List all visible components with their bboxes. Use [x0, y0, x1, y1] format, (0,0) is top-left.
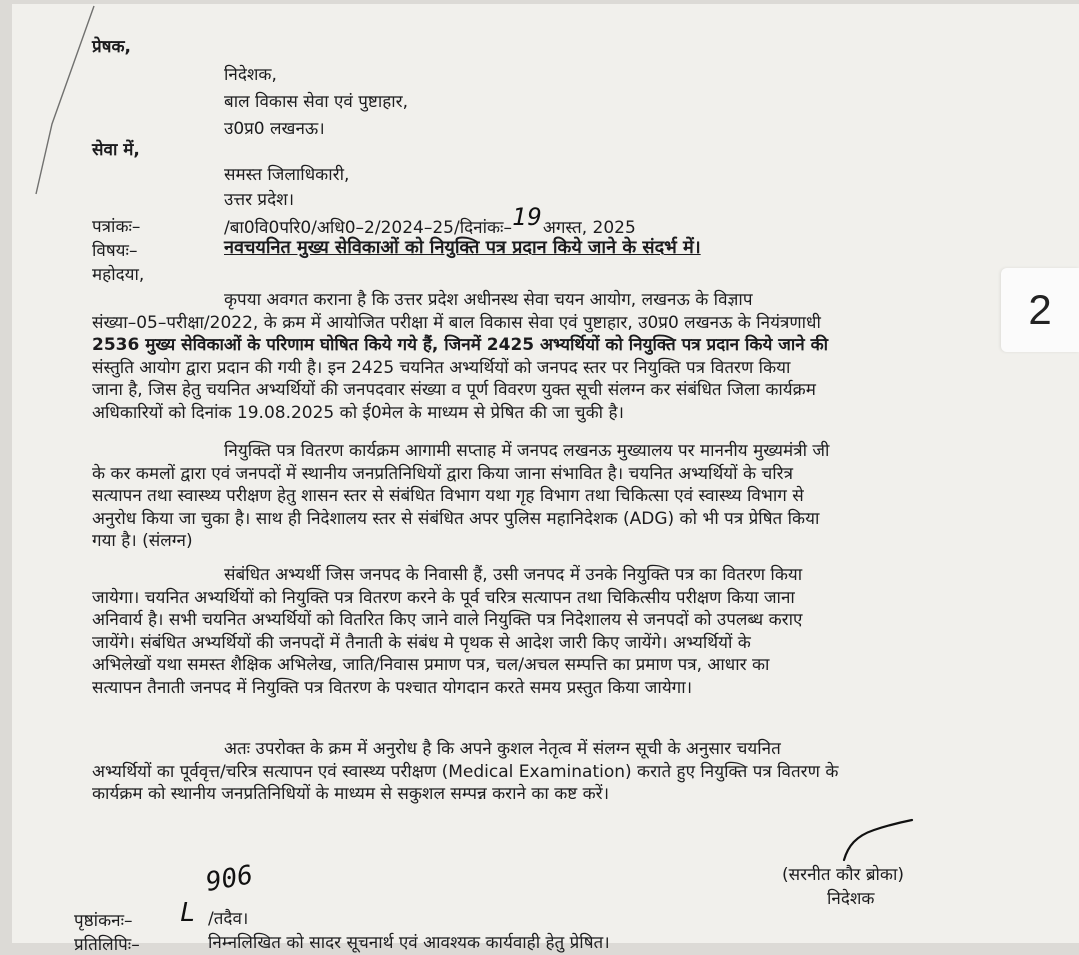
p4-line: अभ्यर्थियों का पूर्ववृत्त/चरित्र सत्यापन एवं स्वास्थ्य परीक्षण (Medical Examination) कराते हुए नियुक्ति पत्र वितरण के: [92, 761, 839, 782]
reference-text: /बा0वि0परि0/अधि0–2/2024–25/दिनांकः–: [224, 218, 512, 238]
p3-line: सत्यापन तैनाती जनपद में नियुक्ति पत्र वितरण के पश्चात योगदान करते समय प्रस्तुत किया जायेगा।: [92, 677, 693, 698]
p1-line: संस्तुति आयोग द्वारा प्रदान की गयी है। इन 2425 चयनित अभ्यर्थियों को जनपद स्तर पर नियुक्ति पत्र वितरण किया: [92, 357, 791, 378]
salutation: महोदया,: [92, 265, 145, 285]
p2-line: सत्यापन तथा स्वास्थ्य परीक्षण हेतु शासन स्तर से संबंधित विभाग यथा गृह विभाग तथा चिकित्सा एवं स्वास्थ्य विभाग से: [92, 486, 804, 507]
p1-line: संख्या–05–परीक्षा/2022, के क्रम में आयोजित परीक्षा में बाल विकास सेवा एवं पुष्टाहार, उ0प्र0 लखनऊ के नियंत्रणाधी: [92, 312, 821, 333]
sender-line-2: बाल विकास सेवा एवं पुष्टाहार,: [224, 92, 409, 112]
p3-line: अभिलेखों यथा समस्त शैक्षिक अभिलेख, जाति/निवास प्रमाण पत्र, चल/अचल सम्पत्ति का प्रमाण पत्र, आधार का: [92, 655, 770, 676]
p2-line: के कर कमलों द्वारा एवं जनपदों में स्थानीय जनप्रतिनिधियों द्वारा किया जाना संभावित है। चयनित अभ्यर्थियों के चरित्र: [92, 463, 793, 484]
recipient-line-2: उत्तर प्रदेश।: [224, 190, 295, 210]
endorsement-label: पृष्ठांकनः–: [74, 911, 133, 931]
p2-line: नियुक्ति पत्र वितरण कार्यक्रम आगामी सप्ताह में जनपद लखनऊ मुख्यालय पर माननीय मुख्यमंत्री जी: [224, 441, 830, 461]
sender-line-1: निदेशक,: [224, 65, 277, 85]
p3-line: जायेगा। चयनित अभ्यर्थियों को नियुक्ति पत्र वितरण करने के पूर्व चरित्र सत्यापन तथा चिकित्सीय परीक्षण किया जाना: [92, 587, 795, 608]
recipient-line-1: समस्त जिलाधिकारी,: [224, 165, 350, 185]
endorsement-text: /तदैव।: [208, 909, 249, 929]
p2-line: अनुरोध किया जा चुका है। साथ ही निदेशालय स्तर से संबंधित अपर पुलिस महानिदेशक (ADG) को भी पत्र प्रेषित किया: [92, 508, 820, 529]
paragraph-1: [92, 289, 992, 425]
p2-line: गया है। (संलग्न): [92, 531, 193, 552]
paragraph-3: [92, 564, 992, 700]
reference-label: पत्रांकः–: [92, 217, 141, 237]
paragraph-4: [92, 738, 992, 806]
letter-page: [12, 4, 1079, 955]
signatory-designation: निदेशक: [827, 889, 875, 909]
p3-line: अनिवार्य है। सभी चयनित अभ्यर्थियों को वितरित किए जाने वाले नियुक्ति पत्र निदेशालय से जनपदों को उपलब्ध कराए: [92, 610, 803, 631]
p4-line: अतः उपरोक्त के क्रम में अनुरोध है कि अपने कुशल नेतृत्व में संलग्न सूची के अनुसार चयनित: [224, 739, 781, 759]
page-number-badge: 2: [1001, 268, 1079, 352]
p1-line: कृपया अवगत कराना है कि उत्तर प्रदेश अधीनस्थ सेवा चयन आयोग, लखनऊ के विज्ञाप: [224, 290, 753, 310]
p4-line: कार्यक्रम को स्थानीय जनप्रतिनिधियों के माध्यम से सकुशल सम्पन्न कराने का कष्ट करें।: [92, 784, 610, 805]
handwritten-prefix: L: [180, 898, 196, 928]
signatory-name: (सरनीत कौर ब्रोका): [782, 865, 905, 885]
p1-line: अधिकारियों को दिनांक 19.08.2025 को ई0मेल के माध्यम से प्रेषित की जा चुकी है।: [92, 402, 624, 423]
handwritten-day: 19: [511, 203, 543, 231]
sender-label: प्रेषक,: [92, 37, 132, 57]
p1-line: 2536 मुख्य सेविकाओं के परिणाम घोषित किये गये हैं, जिनमें 2425 अभ्यर्थियों को नियुक्ति पत्र प्रदान किये जाने की: [92, 335, 829, 356]
recipient-label: सेवा में,: [92, 140, 140, 160]
signature-mark: [838, 816, 918, 866]
p1-line: जाना है, जिस हेतु चयनित अभ्यर्थियों की जनपदवार संख्या व पूर्ण विवरण युक्त सूची संलग्न कर संबंधित जिला कार्यक्रम: [92, 380, 816, 401]
reference-date: अगस्त, 2025: [542, 218, 636, 238]
subject-label: विषयः–: [92, 241, 138, 261]
sender-line-3: उ0प्र0 लखनऊ।: [224, 119, 325, 139]
reference-number: [224, 203, 636, 239]
copy-label: प्रतिलिपिः–: [74, 935, 140, 955]
paragraph-2: [92, 440, 992, 553]
subject-text: नवचयनित मुख्य सेविकाओं को नियुक्ति पत्र प्रदान किये जाने के संदर्भ में।: [224, 237, 701, 258]
p3-line: जायेंगे। संबंधित अभ्यर्थियों की जनपदों में तैनाती के संबंध मे पृथक से आदेश जारी किए जायेंगे। अभ्यर्थियों के: [92, 632, 751, 653]
p3-line: संबंधित अभ्यर्थी जिस जनपद के निवासी हैं, उसी जनपद में उनके नियुक्ति पत्र का वितरण किया: [224, 565, 803, 585]
copy-text: निम्नलिखित को सादर सूचनार्थ एवं आवश्यक कार्यवाही हेतु प्रेषित।: [208, 933, 610, 953]
handwritten-number: 906: [203, 860, 256, 898]
